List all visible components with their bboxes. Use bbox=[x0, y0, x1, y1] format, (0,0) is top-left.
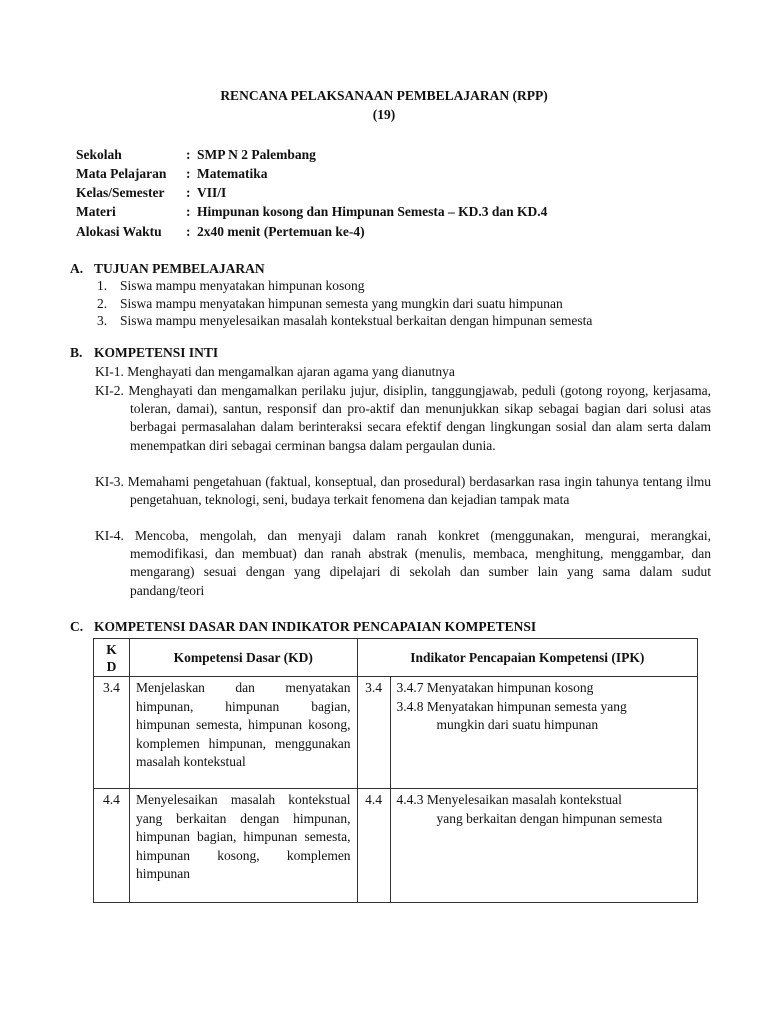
info-value: 2x40 menit (Pertemuan ke-4) bbox=[197, 224, 365, 239]
list-text: Siswa mampu menyatakan himpunan kosong bbox=[120, 278, 365, 293]
info-label: Mata Pelajaran bbox=[76, 166, 167, 181]
kd-cell bbox=[129, 789, 357, 903]
header-kd: Kompetensi Dasar (KD) bbox=[129, 639, 357, 677]
section-title: KOMPETENSI INTI bbox=[94, 345, 219, 360]
ipk-number: 4.4 bbox=[357, 789, 390, 903]
ipk-cell bbox=[390, 789, 697, 903]
info-label: Sekolah bbox=[76, 147, 122, 162]
section-letter: B. bbox=[70, 345, 83, 360]
info-separator: : bbox=[186, 185, 191, 200]
ipk-item: 3.4.8 Menyatakan himpunan semesta yang bbox=[396, 698, 627, 714]
section-letter: A. bbox=[70, 261, 84, 276]
competency-table bbox=[93, 638, 698, 903]
section-a-heading bbox=[70, 261, 265, 277]
kd-cell bbox=[129, 677, 357, 789]
list-text: Siswa mampu menyatakan himpunan semesta yang mungkin dari suatu himpunan bbox=[120, 295, 563, 311]
section-letter: C. bbox=[70, 619, 84, 634]
table-row bbox=[94, 677, 698, 789]
ki-4: KI-4. Mencoba, mengolah, dan menyaji dalam ranah konkret (menggunakan, mengurai, merangkai, memodifikasi, dan membuat) dan ranah abstrak (menulis, membaca, menghitung, menggambar, dan mengarang) sesuai dengan yang dipelajari di sekolah dan sumber lain yang sama dalam sudut pandang/teori bbox=[95, 528, 711, 598]
kd-number: 3.4 bbox=[94, 677, 130, 789]
section-b-heading bbox=[70, 345, 218, 361]
ipk-number: 3.4 bbox=[357, 677, 390, 789]
table-header-row bbox=[94, 639, 698, 677]
ipk-cell bbox=[390, 677, 697, 789]
document-title: RENCANA PELAKSANAAN PEMBELAJARAN (RPP) bbox=[220, 88, 548, 103]
info-label: Materi bbox=[76, 204, 116, 219]
table-row bbox=[94, 789, 698, 903]
kd-text: Menyelesaikan masalah kontekstual yang berkaitan dengan himpunan, himpunan bagian, himpunan semesta, himpunan kosong, komplemen himpunan bbox=[135, 792, 351, 882]
info-label: Kelas/Semester bbox=[76, 185, 165, 200]
kd-number: 4.4 bbox=[94, 789, 130, 903]
list-number: 1. bbox=[97, 278, 108, 293]
ipk-item-continuation: yang berkaitan dengan himpunan semesta bbox=[436, 810, 663, 826]
ipk-item: 4.4.3 Menyelesaikan masalah kontekstual bbox=[396, 792, 622, 807]
ipk-item-continuation: mungkin dari suatu himpunan bbox=[436, 717, 599, 733]
list-text: Siswa mampu menyelesaikan masalah kontekstual berkaitan dengan himpunan semesta bbox=[120, 313, 593, 328]
info-label: Alokasi Waktu bbox=[76, 224, 162, 239]
info-separator: : bbox=[186, 147, 191, 162]
info-separator: : bbox=[186, 224, 191, 239]
header-kd-short: K D bbox=[94, 639, 130, 677]
section-c-heading bbox=[70, 619, 536, 635]
kd-text: Menjelaskan dan menyatakan himpunan, himpunan bagian, himpunan semesta, himpunan kosong, komplemen himpunan, menggunakan masalah kontekstual bbox=[135, 680, 351, 770]
ipk-item: 3.4.7 Menyatakan himpunan kosong bbox=[396, 680, 594, 695]
info-separator: : bbox=[186, 166, 191, 181]
info-value: SMP N 2 Palembang bbox=[197, 147, 316, 162]
info-separator: : bbox=[186, 204, 191, 219]
ki-3: KI-3. Memahami pengetahuan (faktual, konseptual, dan prosedural) berdasarkan rasa ingin tahunya tentang ilmu pengetahuan, teknologi, seni, budaya terkait fenomena dan kejadian tampak mata bbox=[95, 474, 711, 508]
info-value: Himpunan kosong dan Himpunan Semesta – KD.3 dan KD.4 bbox=[197, 204, 548, 219]
info-value: Matematika bbox=[197, 166, 268, 181]
ki-1: KI-1. Menghayati dan mengamalkan ajaran agama yang dianutnya bbox=[95, 364, 455, 379]
list-number: 2. bbox=[97, 295, 108, 311]
info-value: VII/I bbox=[197, 185, 227, 200]
header-ipk: Indikator Pencapaian Kompetensi (IPK) bbox=[357, 639, 697, 677]
section-title: TUJUAN PEMBELAJARAN bbox=[94, 261, 265, 276]
ki-2: KI-2. Menghayati dan mengamalkan perilaku jujur, disiplin, tanggungjawab, peduli (gotong royong, kerjasama, toleran, damai), santun, responsif dan pro-aktif dan menunjukkan sikap sebagai bagian dari solusi atas berbagai permasalahan dalam berinteraksi secara efektif dengan lingkungan sosial dan alam serta dalam menempatkan diri sebagai cerminan bangsa dalam pergaulan dunia. bbox=[95, 383, 711, 453]
list-number: 3. bbox=[97, 313, 108, 328]
section-title: KOMPETENSI DASAR DAN INDIKATOR PENCAPAIAN KOMPETENSI bbox=[94, 619, 537, 634]
document-number: (19) bbox=[372, 107, 396, 122]
